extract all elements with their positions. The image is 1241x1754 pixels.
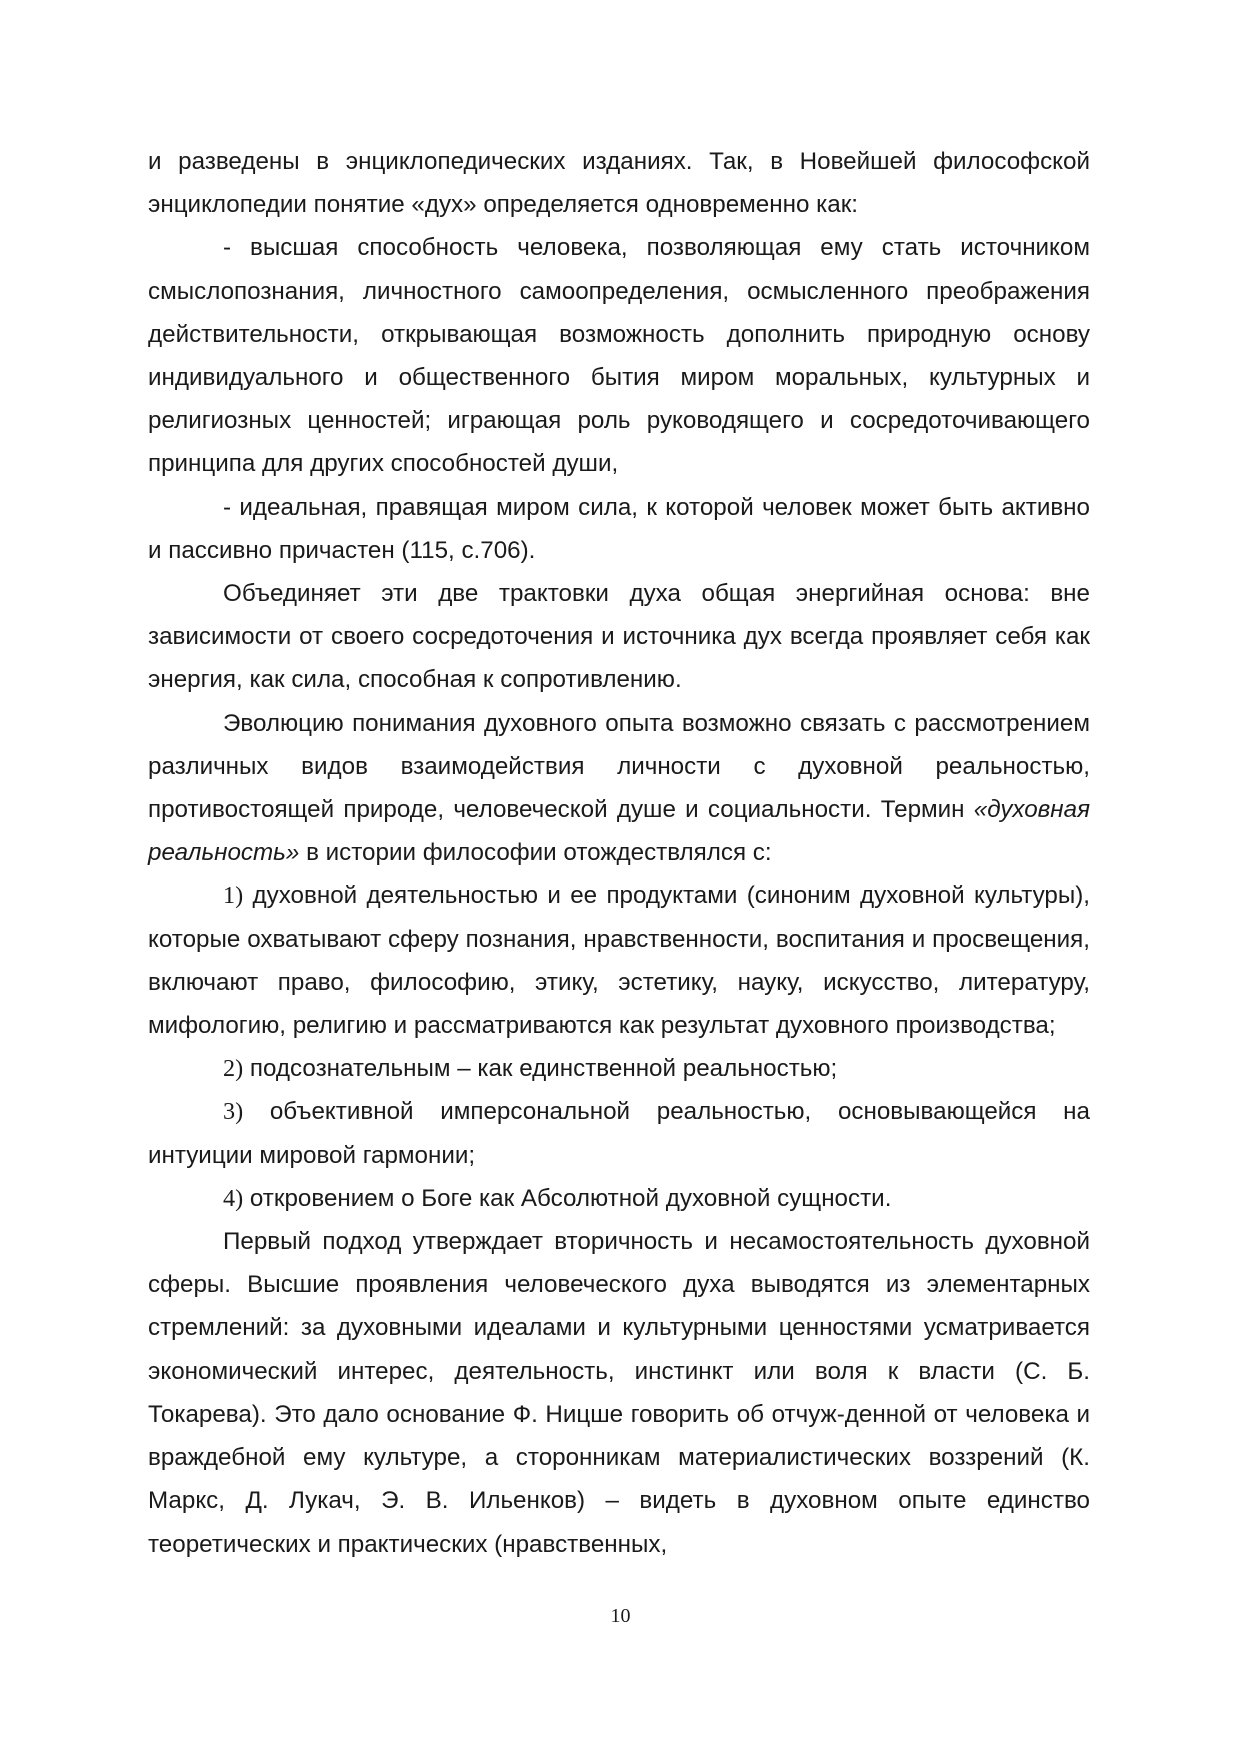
item-number: 1) <box>223 882 244 910</box>
numbered-item <box>148 1047 1090 1090</box>
body-text <box>148 140 1090 1566</box>
numbered-item <box>148 874 1090 1047</box>
item-number: 2) <box>223 1055 244 1083</box>
numbered-item <box>148 1177 1090 1220</box>
definition-item: - идеальная, правящая миром сила, к которой человек может быть активно и пассивно причастен (115, с.706). <box>148 493 1090 564</box>
item-text: подсознательным – как единственной реальностью; <box>249 1055 838 1083</box>
item-text: объективной имперсональной реальностью, основывающейся на интуиции мировой гармонии; <box>148 1098 1090 1169</box>
paragraph: и разведены в энциклопедических изданиях. Так, в Новейшей философской энциклопедии понятие «дух» определяется одновременно как: <box>148 148 1090 219</box>
paragraph <box>148 702 1090 875</box>
item-text: духовной деятельностью и ее продуктами (синоним духовной культуры), которые охватывают сферу познания, нравственности, воспитания и просвещения, включают право, философию, этику, эстетику, науку, искусство, литературу, мифологию, религию и рассматриваются как результат духовного производства; <box>148 882 1090 1040</box>
term-italic: «духовная реальность» <box>148 796 1090 867</box>
definition-item: - высшая способность человека, позволяющая ему стать источником смыслопознания, личностного самоопределения, осмысленного преображения действительности, открывающая возможность дополнить природную основу индивидуального и общественного бытия миром моральных, культурных и религиозных ценностей; играющая роль руководящего и сосредоточивающего принципа для других способностей души, <box>148 234 1090 478</box>
paragraph: Первый подход утверждает вторичность и несамостоятельность духовной сферы. Высшие проявления человеческого духа выводятся из элементарных стремлений: за духовными идеалами и культурными ценностями усматривается экономический интерес, деятельность, инстинкт или воля к власти (С. Б. Токарева). Это дало основание Ф. Ницше говорить об отчуж-денной от человека и враждебной ему культуре, а сторонникам материалистических воззрений (К. Маркс, Д. Лукач, Э. В. Ильенков) – видеть в духовном опыте единство теоретических и практических (нравственных, <box>148 1228 1090 1558</box>
page-number: 10 <box>610 1605 631 1627</box>
paragraph: Объединяет эти две трактовки духа общая энергийная основа: вне зависимости от своего сосредоточения и источника дух всегда проявляет себя как энергия, как сила, способная к сопротивлению. <box>148 580 1090 694</box>
item-text: откровением о Боге как Абсолютной духовной сущности. <box>249 1184 892 1212</box>
term-prefix: Термин <box>880 796 974 824</box>
item-number: 4) <box>223 1184 244 1212</box>
item-number: 3) <box>223 1098 244 1126</box>
term-suffix: в истории философии отождествлялся с: <box>299 839 772 867</box>
paragraph-text: Эволюцию понимания духовного опыта возможно связать с рассмотрением различных видов взаимодействия личности с духовной реальностью, противостоящей природе, человеческой душе и социальности. <box>148 709 1090 824</box>
numbered-item <box>148 1090 1090 1176</box>
